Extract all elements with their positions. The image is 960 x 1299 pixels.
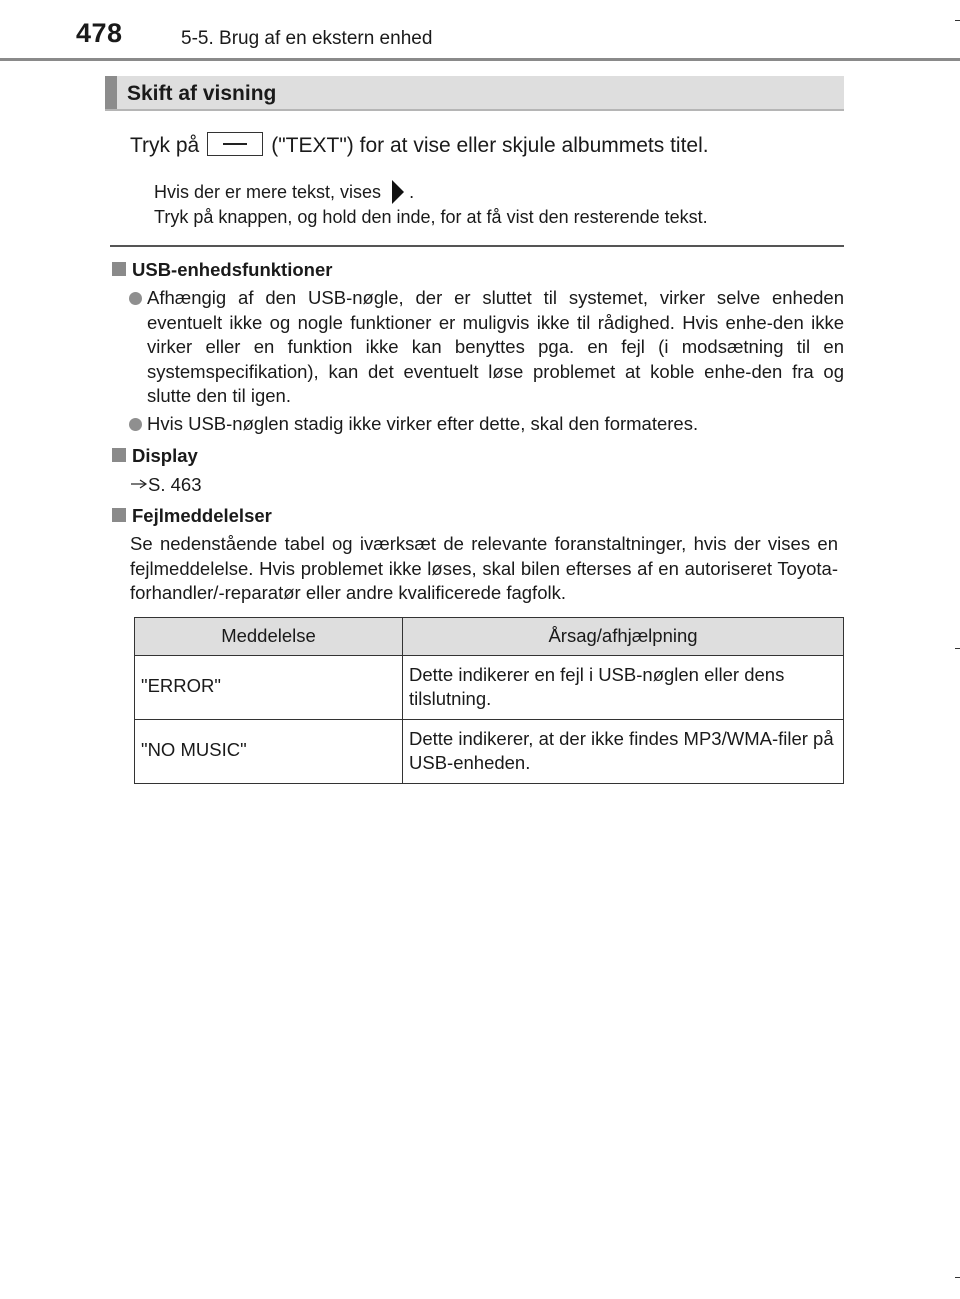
- section-title: 5-5. Brug af en ekstern enhed: [181, 28, 433, 49]
- square-bullet-icon: [112, 262, 126, 276]
- table-cell-cause: Dette indikerer en fejl i USB-nøglen eller dens tilslutning.: [403, 656, 844, 720]
- square-bullet-icon: [112, 508, 126, 522]
- note-text-before: Hvis der er mere tekst, vises: [154, 182, 382, 202]
- section-bar: [105, 76, 844, 111]
- dash-button-icon: [207, 132, 263, 156]
- intro-line: [130, 132, 709, 158]
- error-table: [134, 617, 844, 784]
- display-heading: [112, 445, 198, 467]
- display-heading-text: Display: [132, 445, 198, 466]
- usb-bullet-2: Hvis USB-nøglen stadig ikke virker efter dette, skal den formateres.: [147, 413, 699, 434]
- note-line-2: Tryk på knappen, og hold den inde, for at få vist den resterende tekst.: [154, 207, 708, 227]
- table-cell-cause: Dette indikerer, at der ikke findes MP3/WMA-filer på USB-enheden.: [403, 720, 844, 784]
- crop-mark: [955, 20, 960, 21]
- circle-bullet-icon: [129, 292, 142, 305]
- crop-mark: [955, 648, 960, 649]
- usb-bullet-1: Afhængig af den USB-nøgle, der er sluttet til systemet, virker selve enheden eventuelt ikke og nogle funktioner er muligvis ikke til rådighed. Hvis enhe-den ikke virker eller en funktion ikke kan benyttes pga. en fejl (i modsætning til en systemspecifikation), kan det eventuelt løse problemet at koble enhe-den fra og slutte den til igen.: [147, 287, 844, 406]
- table-header-row: [135, 618, 844, 656]
- table-header-message: Meddelelse: [135, 618, 403, 656]
- note-line-1: [154, 179, 414, 205]
- square-bullet-icon: [112, 448, 126, 462]
- page-number: 478: [76, 18, 123, 48]
- table-cell-message: "NO MUSIC": [135, 720, 403, 784]
- error-messages-paragraph: Se nedenstående tabel og iværksæt de relevante foranstaltninger, hvis der vises en fejlmeddelelse. Hvis problemet ikke løses, skal bilen efterses af en autoriseret Toyota-forhandler/-reparatør eller andre kvalificerede fagfolk.: [130, 533, 838, 603]
- page-reference-link[interactable]: S. 463: [148, 474, 202, 495]
- intro-text-after: ("TEXT") for at vise eller skjule albummets titel.: [271, 134, 709, 157]
- reference-arrow-icon: [130, 478, 148, 490]
- divider: [110, 245, 844, 247]
- usb-functions-heading-text: USB-enhedsfunktioner: [132, 259, 333, 280]
- header-rule: [0, 58, 960, 61]
- circle-bullet-icon: [129, 418, 142, 431]
- error-messages-heading: [112, 505, 272, 527]
- table-row: [135, 656, 844, 720]
- section-bar-accent: [105, 76, 117, 109]
- table-row: [135, 720, 844, 784]
- page-reference: [130, 474, 202, 496]
- right-triangle-icon: [391, 179, 405, 205]
- error-messages-heading-text: Fejlmeddelelser: [132, 505, 272, 526]
- crop-mark: [955, 1277, 960, 1278]
- section-bar-title: Skift af visning: [127, 82, 277, 105]
- intro-text-before: Tryk på: [130, 134, 200, 157]
- table-cell-message: "ERROR": [135, 656, 403, 720]
- table-header-cause: Årsag/afhjælpning: [403, 618, 844, 656]
- usb-functions-heading: [112, 259, 332, 281]
- note-text-after: .: [409, 182, 415, 202]
